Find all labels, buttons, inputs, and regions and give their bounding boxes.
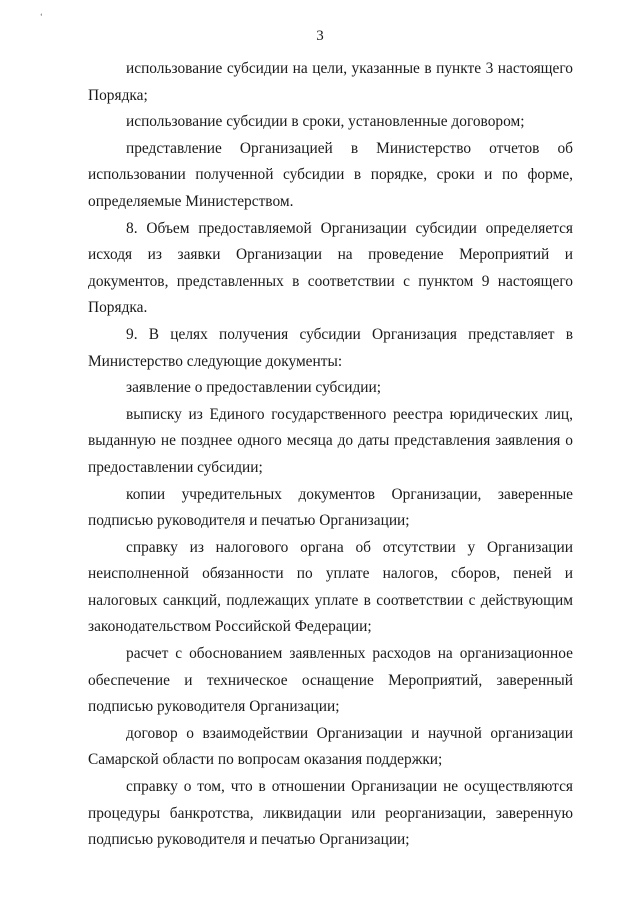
page-number: 3	[316, 28, 324, 44]
list-item-cooperation-agreement: договор о взаимодействии Организации и научной организации Самарской области по вопросам оказания поддержки;	[88, 724, 573, 769]
corner-mark: ‘	[40, 12, 43, 21]
document-body	[88, 56, 573, 854]
list-item-application: заявление о предоставлении субсидии;	[126, 379, 382, 397]
paragraph-item-8: 8. Объем предоставляемой Организации субсидии определяется исходя из заявки Организации на проведение Мероприятий и документов, представленных в соответствии с пунктом 9 настоящего Порядка.	[88, 219, 573, 317]
paragraph-subsidy-purpose: использование субсидии на цели, указанные в пункте 3 настоящего Порядка;	[88, 60, 573, 104]
list-item-expense-calculation: расчет с обоснованием заявленных расходов на организационное обеспечение и техническое оснащение Мероприятий, заверенный подписью руководителя Организации;	[88, 645, 573, 716]
list-item-tax-certificate: справку из налогового органа об отсутствии у Организации неисполненной обязанности по уплате налогов, сборов, пеней и налоговых санкций, подлежащих уплате в соответствии с действующим законодательством Российской Федерации;	[88, 538, 573, 636]
list-item-founding-documents: копии учредительных документов Организации, заверенные подписью руководителя и печатью Организации;	[88, 485, 573, 530]
list-item-bankruptcy-certificate: справку о том, что в отношении Организации не осуществляются процедуры банкротства, ликвидации или реорганизации, заверенную подписью руководителя и печатью Организации;	[88, 778, 573, 849]
paragraph-subsidy-terms: использование субсидии в сроки, установленные договором;	[126, 113, 525, 131]
paragraph-reports: представление Организацией в Министерство отчетов об использовании полученной субсидии в порядке, сроки и по форме, определяемые Министерством.	[88, 139, 573, 210]
list-item-registry-extract: выписку из Единого государственного реестра юридических лиц, выданную не позднее одного месяца до даты представления заявления о предоставлении субсидии;	[88, 405, 573, 476]
paragraph-item-9: 9. В целях получения субсидии Организация представляет в Министерство следующие документы:	[88, 325, 573, 370]
